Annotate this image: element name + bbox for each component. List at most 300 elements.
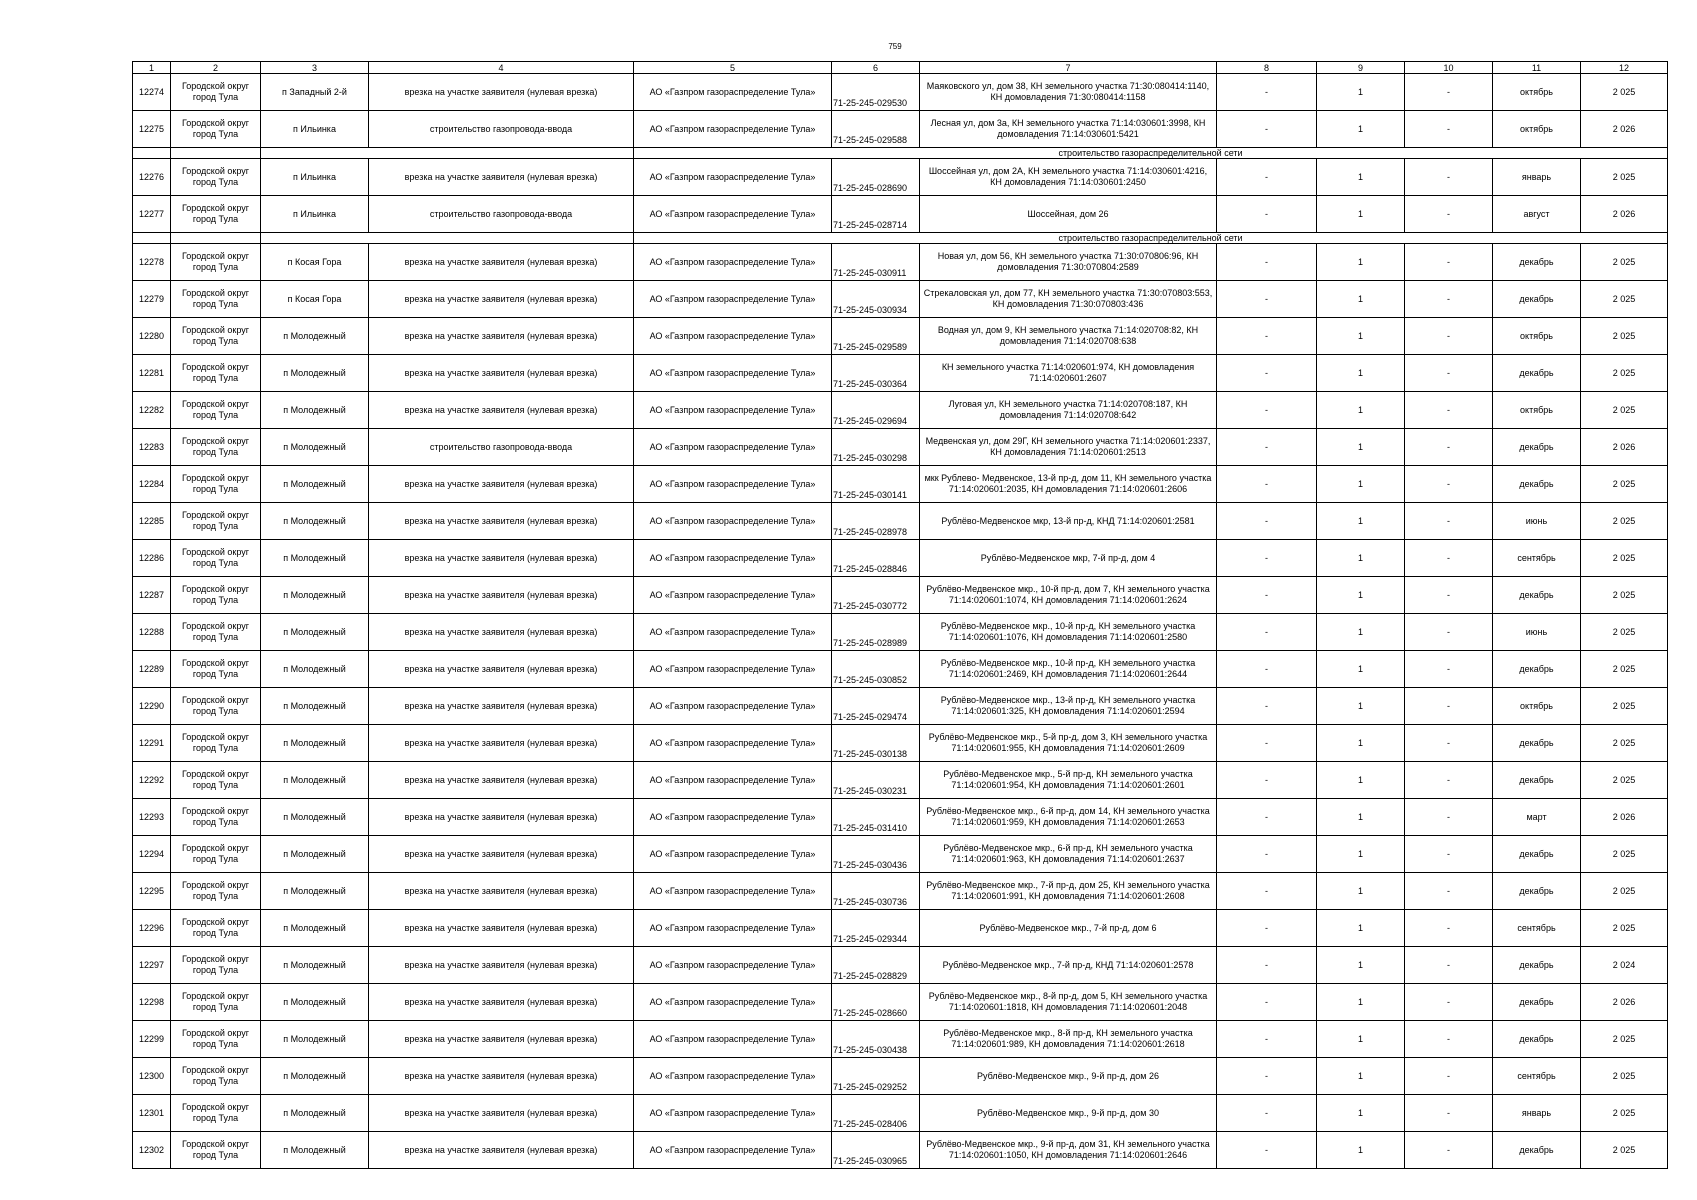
organization-cell: АО «Газпром газораспределение Тула» bbox=[634, 873, 832, 910]
district-cell: Городской округ город Тула bbox=[171, 503, 261, 540]
district-cell: Городской округ город Тула bbox=[171, 1132, 261, 1169]
year-cell: 2 025 bbox=[1581, 1095, 1668, 1132]
col8-cell: - bbox=[1217, 725, 1317, 762]
col8-cell: - bbox=[1217, 1132, 1317, 1169]
col10-cell: - bbox=[1405, 466, 1493, 503]
col10-cell: - bbox=[1405, 762, 1493, 799]
month-cell: сентябрь bbox=[1493, 910, 1581, 947]
settlement-cell: п Молодежный bbox=[261, 688, 369, 725]
month-cell: октябрь bbox=[1493, 318, 1581, 355]
organization-cell: АО «Газпром газораспределение Тула» bbox=[634, 910, 832, 947]
column-header-6: 6 bbox=[832, 62, 920, 74]
row-number-cell: 12275 bbox=[133, 111, 171, 148]
work-type-cell: врезка на участке заявителя (нулевая врезка) bbox=[369, 725, 634, 762]
settlement-cell: п Молодежный bbox=[261, 466, 369, 503]
col8-cell: - bbox=[1217, 1021, 1317, 1058]
month-cell: июнь bbox=[1493, 503, 1581, 540]
col8-cell: - bbox=[1217, 651, 1317, 688]
column-header-3: 3 bbox=[261, 62, 369, 74]
row-number-cell: 12279 bbox=[133, 281, 171, 318]
year-cell: 2 025 bbox=[1581, 466, 1668, 503]
row-number-cell: 12284 bbox=[133, 466, 171, 503]
settlement-cell: п Западный 2-й bbox=[261, 74, 369, 111]
organization-cell: АО «Газпром газораспределение Тула» bbox=[634, 947, 832, 984]
address-cell: Рублёво-Медвенское мкр., 6-й пр-д, дом 14, КН земельного участка 71:14:020601:959, КН домовладения 71:14:020601:2653 bbox=[920, 799, 1217, 836]
quantity-cell: 1 bbox=[1317, 910, 1405, 947]
address-cell: Луговая ул, КН земельного участка 71:14:020708:187, КН домовладения 71:14:020708:642 bbox=[920, 392, 1217, 429]
quantity-cell: 1 bbox=[1317, 196, 1405, 233]
page-number: 759 bbox=[888, 42, 902, 51]
separator-blank-cell bbox=[133, 148, 171, 159]
quantity-cell: 1 bbox=[1317, 281, 1405, 318]
settlement-cell: п Молодежный bbox=[261, 318, 369, 355]
col10-cell: - bbox=[1405, 392, 1493, 429]
table-row bbox=[133, 1132, 1668, 1169]
district-cell: Городской округ город Тула bbox=[171, 1021, 261, 1058]
quantity-cell: 1 bbox=[1317, 614, 1405, 651]
col8-cell: - bbox=[1217, 355, 1317, 392]
month-cell: декабрь bbox=[1493, 244, 1581, 281]
column-header-2: 2 bbox=[171, 62, 261, 74]
quantity-cell: 1 bbox=[1317, 244, 1405, 281]
col8-cell: - bbox=[1217, 429, 1317, 466]
cadastral-code-cell: 71-25-245-030852 bbox=[832, 651, 920, 688]
district-cell: Городской округ город Тула bbox=[171, 429, 261, 466]
quantity-cell: 1 bbox=[1317, 725, 1405, 762]
quantity-cell: 1 bbox=[1317, 74, 1405, 111]
col8-cell: - bbox=[1217, 503, 1317, 540]
settlement-cell: п Молодежный bbox=[261, 540, 369, 577]
organization-cell: АО «Газпром газораспределение Тула» bbox=[634, 355, 832, 392]
cadastral-code-cell: 71-25-245-028978 bbox=[832, 503, 920, 540]
district-cell: Городской округ город Тула bbox=[171, 984, 261, 1021]
address-cell: Рублёво-Медвенское мкр., 13-й пр-д, КН земельного участка 71:14:020601:325, КН домовладения 71:14:020601:2594 bbox=[920, 688, 1217, 725]
address-cell: Рублёво-Медвенское мкр., 9-й пр-д, дом 31, КН земельного участка 71:14:020601:1050, КН домовладения 71:14:020601:2646 bbox=[920, 1132, 1217, 1169]
separator-label: строительство газораспределительной сети bbox=[634, 233, 1668, 244]
work-type-cell: врезка на участке заявителя (нулевая врезка) bbox=[369, 688, 634, 725]
year-cell: 2 025 bbox=[1581, 1132, 1668, 1169]
organization-cell: АО «Газпром газораспределение Тула» bbox=[634, 762, 832, 799]
row-number-cell: 12291 bbox=[133, 725, 171, 762]
col10-cell: - bbox=[1405, 111, 1493, 148]
work-type-cell: врезка на участке заявителя (нулевая врезка) bbox=[369, 1132, 634, 1169]
district-cell: Городской округ город Тула bbox=[171, 74, 261, 111]
row-number-cell: 12289 bbox=[133, 651, 171, 688]
row-number-cell: 12286 bbox=[133, 540, 171, 577]
column-number-header-row bbox=[133, 62, 1668, 74]
district-cell: Городской округ город Тула bbox=[171, 762, 261, 799]
cadastral-code-cell: 71-25-245-028989 bbox=[832, 614, 920, 651]
section-separator-row bbox=[133, 148, 1668, 159]
column-header-5: 5 bbox=[634, 62, 832, 74]
year-cell: 2 025 bbox=[1581, 74, 1668, 111]
year-cell: 2 026 bbox=[1581, 799, 1668, 836]
cadastral-code-cell: 71-25-245-030772 bbox=[832, 577, 920, 614]
month-cell: декабрь bbox=[1493, 1021, 1581, 1058]
month-cell: декабрь bbox=[1493, 836, 1581, 873]
column-header-1: 1 bbox=[133, 62, 171, 74]
quantity-cell: 1 bbox=[1317, 984, 1405, 1021]
month-cell: декабрь bbox=[1493, 429, 1581, 466]
column-header-9: 9 bbox=[1317, 62, 1405, 74]
settlement-cell: п Молодежный bbox=[261, 873, 369, 910]
row-number-cell: 12297 bbox=[133, 947, 171, 984]
col10-cell: - bbox=[1405, 540, 1493, 577]
separator-blank-cell bbox=[171, 233, 261, 244]
year-cell: 2 026 bbox=[1581, 196, 1668, 233]
work-type-cell: врезка на участке заявителя (нулевая врезка) bbox=[369, 873, 634, 910]
col8-cell: - bbox=[1217, 799, 1317, 836]
address-cell: Медвенская ул, дом 29Г, КН земельного участка 71:14:020601:2337, КН домовладения 71:14:020601:2513 bbox=[920, 429, 1217, 466]
cadastral-code-cell: 71-25-245-030934 bbox=[832, 281, 920, 318]
month-cell: июнь bbox=[1493, 614, 1581, 651]
month-cell: декабрь bbox=[1493, 355, 1581, 392]
district-cell: Городской округ город Тула bbox=[171, 355, 261, 392]
table-row bbox=[133, 392, 1668, 429]
address-cell: Водная ул, дом 9, КН земельного участка 71:14:020708:82, КН домовладения 71:14:020708:638 bbox=[920, 318, 1217, 355]
year-cell: 2 025 bbox=[1581, 836, 1668, 873]
organization-cell: АО «Газпром газораспределение Тула» bbox=[634, 392, 832, 429]
district-cell: Городской округ город Тула bbox=[171, 725, 261, 762]
row-number-cell: 12294 bbox=[133, 836, 171, 873]
col8-cell: - bbox=[1217, 836, 1317, 873]
month-cell: декабрь bbox=[1493, 947, 1581, 984]
address-cell: Лесная ул, дом 3а, КН земельного участка 71:14:030601:3998, КН домовладения 71:14:030601:5421 bbox=[920, 111, 1217, 148]
year-cell: 2 025 bbox=[1581, 762, 1668, 799]
settlement-cell: п Молодежный bbox=[261, 503, 369, 540]
col10-cell: - bbox=[1405, 1058, 1493, 1095]
month-cell: декабрь bbox=[1493, 281, 1581, 318]
settlement-cell: п Молодежный bbox=[261, 651, 369, 688]
year-cell: 2 025 bbox=[1581, 540, 1668, 577]
col8-cell: - bbox=[1217, 947, 1317, 984]
year-cell: 2 026 bbox=[1581, 984, 1668, 1021]
year-cell: 2 026 bbox=[1581, 429, 1668, 466]
year-cell: 2 025 bbox=[1581, 355, 1668, 392]
cadastral-code-cell: 71-25-245-029588 bbox=[832, 111, 920, 148]
table-row bbox=[133, 1021, 1668, 1058]
row-number-cell: 12295 bbox=[133, 873, 171, 910]
table-row bbox=[133, 318, 1668, 355]
table-row bbox=[133, 836, 1668, 873]
settlement-cell: п Молодежный bbox=[261, 1058, 369, 1095]
organization-cell: АО «Газпром газораспределение Тула» bbox=[634, 614, 832, 651]
organization-cell: АО «Газпром газораспределение Тула» bbox=[634, 688, 832, 725]
cadastral-code-cell: 71-25-245-030438 bbox=[832, 1021, 920, 1058]
address-cell: Рублёво-Медвенское мкр., 6-й пр-д, КН земельного участка 71:14:020601:963, КН домовладения 71:14:020601:2637 bbox=[920, 836, 1217, 873]
section-separator-row bbox=[133, 233, 1668, 244]
col8-cell: - bbox=[1217, 466, 1317, 503]
settlement-cell: п Косая Гора bbox=[261, 244, 369, 281]
address-cell: Новая ул, дом 56, КН земельного участка 71:30:070806:96, КН домовладения 71:30:070804:2589 bbox=[920, 244, 1217, 281]
col8-cell: - bbox=[1217, 74, 1317, 111]
work-type-cell: врезка на участке заявителя (нулевая врезка) bbox=[369, 651, 634, 688]
work-type-cell: врезка на участке заявителя (нулевая врезка) bbox=[369, 910, 634, 947]
col10-cell: - bbox=[1405, 799, 1493, 836]
col8-cell: - bbox=[1217, 540, 1317, 577]
address-cell: мкк Рублево- Медвенское, 13-й пр-д, дом 11, КН земельного участка 71:14:020601:2035, КН домовладения 71:14:020601:2606 bbox=[920, 466, 1217, 503]
cadastral-code-cell: 71-25-245-029589 bbox=[832, 318, 920, 355]
col10-cell: - bbox=[1405, 910, 1493, 947]
settlement-cell: п Молодежный bbox=[261, 984, 369, 1021]
table-row bbox=[133, 540, 1668, 577]
work-type-cell: врезка на участке заявителя (нулевая врезка) bbox=[369, 281, 634, 318]
district-cell: Городской округ город Тула bbox=[171, 392, 261, 429]
address-cell: Рублёво-Медвенское мкр., 9-й пр-д, дом 26 bbox=[920, 1058, 1217, 1095]
col10-cell: - bbox=[1405, 725, 1493, 762]
settlement-cell: п Молодежный bbox=[261, 1021, 369, 1058]
work-type-cell: врезка на участке заявителя (нулевая врезка) bbox=[369, 799, 634, 836]
quantity-cell: 1 bbox=[1317, 873, 1405, 910]
settlement-cell: п Молодежный bbox=[261, 910, 369, 947]
work-type-cell: врезка на участке заявителя (нулевая врезка) bbox=[369, 836, 634, 873]
cadastral-code-cell: 71-25-245-030965 bbox=[832, 1132, 920, 1169]
year-cell: 2 024 bbox=[1581, 947, 1668, 984]
settlement-cell: п Молодежный bbox=[261, 355, 369, 392]
address-cell: Рублёво-Медвенское мкр., 5-й пр-д, дом 3, КН земельного участка 71:14:020601:955, КН домовладения 71:14:020601:2609 bbox=[920, 725, 1217, 762]
organization-cell: АО «Газпром газораспределение Тула» bbox=[634, 836, 832, 873]
col8-cell: - bbox=[1217, 111, 1317, 148]
row-number-cell: 12274 bbox=[133, 74, 171, 111]
settlement-cell: п Молодежный bbox=[261, 614, 369, 651]
address-cell: Рублёво-Медвенское мкр, 7-й пр-д, дом 4 bbox=[920, 540, 1217, 577]
quantity-cell: 1 bbox=[1317, 392, 1405, 429]
address-cell: Шоссейная ул, дом 2А, КН земельного участка 71:14:030601:4216, КН домовладения 71:14:030601:2450 bbox=[920, 159, 1217, 196]
table-row bbox=[133, 1058, 1668, 1095]
settlement-cell: п Молодежный bbox=[261, 947, 369, 984]
settlement-cell: п Молодежный bbox=[261, 1132, 369, 1169]
year-cell: 2 025 bbox=[1581, 651, 1668, 688]
cadastral-code-cell: 71-25-245-031410 bbox=[832, 799, 920, 836]
work-type-cell: врезка на участке заявителя (нулевая врезка) bbox=[369, 614, 634, 651]
table-row bbox=[133, 947, 1668, 984]
district-cell: Городской округ город Тула bbox=[171, 111, 261, 148]
col10-cell: - bbox=[1405, 1132, 1493, 1169]
district-cell: Городской округ город Тула bbox=[171, 318, 261, 355]
month-cell: октябрь bbox=[1493, 111, 1581, 148]
col10-cell: - bbox=[1405, 614, 1493, 651]
col10-cell: - bbox=[1405, 429, 1493, 466]
district-cell: Городской округ город Тула bbox=[171, 577, 261, 614]
col8-cell: - bbox=[1217, 318, 1317, 355]
work-type-cell: врезка на участке заявителя (нулевая врезка) bbox=[369, 540, 634, 577]
month-cell: октябрь bbox=[1493, 392, 1581, 429]
settlement-cell: п Молодежный bbox=[261, 392, 369, 429]
organization-cell: АО «Газпром газораспределение Тула» bbox=[634, 1132, 832, 1169]
quantity-cell: 1 bbox=[1317, 1132, 1405, 1169]
work-type-cell: врезка на участке заявителя (нулевая врезка) bbox=[369, 1095, 634, 1132]
address-cell: Рублёво-Медвенское мкр., 7-й пр-д, дом 25, КН земельного участка 71:14:020601:991, КН домовладения 71:14:020601:2608 bbox=[920, 873, 1217, 910]
table-row bbox=[133, 577, 1668, 614]
col10-cell: - bbox=[1405, 196, 1493, 233]
settlement-cell: п Молодежный bbox=[261, 1095, 369, 1132]
month-cell: сентябрь bbox=[1493, 540, 1581, 577]
cadastral-code-cell: 71-25-245-028690 bbox=[832, 159, 920, 196]
table-row bbox=[133, 159, 1668, 196]
column-header-10: 10 bbox=[1405, 62, 1493, 74]
district-cell: Городской округ город Тула bbox=[171, 244, 261, 281]
settlement-cell: п Молодежный bbox=[261, 429, 369, 466]
row-number-cell: 12277 bbox=[133, 196, 171, 233]
table-row bbox=[133, 1095, 1668, 1132]
cadastral-code-cell: 71-25-245-030298 bbox=[832, 429, 920, 466]
col8-cell: - bbox=[1217, 1058, 1317, 1095]
month-cell: декабрь bbox=[1493, 1132, 1581, 1169]
year-cell: 2 025 bbox=[1581, 614, 1668, 651]
district-cell: Городской округ город Тула bbox=[171, 466, 261, 503]
row-number-cell: 12276 bbox=[133, 159, 171, 196]
month-cell: август bbox=[1493, 196, 1581, 233]
organization-cell: АО «Газпром газораспределение Тула» bbox=[634, 1058, 832, 1095]
organization-cell: АО «Газпром газораспределение Тула» bbox=[634, 984, 832, 1021]
col10-cell: - bbox=[1405, 836, 1493, 873]
settlement-cell: п Ильинка bbox=[261, 159, 369, 196]
district-cell: Городской округ город Тула bbox=[171, 873, 261, 910]
district-cell: Городской округ город Тула bbox=[171, 651, 261, 688]
address-cell: Стрекаловская ул, дом 77, КН земельного участка 71:30:070803:553, КН домовладения 71:30:070803:436 bbox=[920, 281, 1217, 318]
organization-cell: АО «Газпром газораспределение Тула» bbox=[634, 196, 832, 233]
row-number-cell: 12283 bbox=[133, 429, 171, 466]
settlement-cell: п Молодежный bbox=[261, 762, 369, 799]
address-cell: Рублёво-Медвенское мкр., 8-й пр-д, КН земельного участка 71:14:020601:989, КН домовладения 71:14:020601:2618 bbox=[920, 1021, 1217, 1058]
organization-cell: АО «Газпром газораспределение Тула» bbox=[634, 466, 832, 503]
table-row bbox=[133, 281, 1668, 318]
table-row bbox=[133, 244, 1668, 281]
district-cell: Городской округ город Тула bbox=[171, 1095, 261, 1132]
column-header-11: 11 bbox=[1493, 62, 1581, 74]
row-number-cell: 12292 bbox=[133, 762, 171, 799]
column-header-8: 8 bbox=[1217, 62, 1317, 74]
year-cell: 2 025 bbox=[1581, 318, 1668, 355]
col10-cell: - bbox=[1405, 1095, 1493, 1132]
table-row bbox=[133, 503, 1668, 540]
month-cell: декабрь bbox=[1493, 984, 1581, 1021]
month-cell: январь bbox=[1493, 1095, 1581, 1132]
table-row bbox=[133, 910, 1668, 947]
col8-cell: - bbox=[1217, 984, 1317, 1021]
settlement-cell: п Молодежный bbox=[261, 577, 369, 614]
row-number-cell: 12285 bbox=[133, 503, 171, 540]
month-cell: декабрь bbox=[1493, 651, 1581, 688]
table-row bbox=[133, 74, 1668, 111]
work-type-cell: врезка на участке заявителя (нулевая врезка) bbox=[369, 984, 634, 1021]
work-type-cell: строительство газопровода-ввода bbox=[369, 111, 634, 148]
col8-cell: - bbox=[1217, 196, 1317, 233]
district-cell: Городской округ город Тула bbox=[171, 799, 261, 836]
cadastral-code-cell: 71-25-245-029252 bbox=[832, 1058, 920, 1095]
address-cell: Рублёво-Медвенское мкр., 8-й пр-д, дом 5, КН земельного участка 71:14:020601:1818, КН домовладения 71:14:020601:2048 bbox=[920, 984, 1217, 1021]
work-type-cell: врезка на участке заявителя (нулевая врезка) bbox=[369, 318, 634, 355]
cadastral-code-cell: 71-25-245-029694 bbox=[832, 392, 920, 429]
quantity-cell: 1 bbox=[1317, 466, 1405, 503]
table-row bbox=[133, 725, 1668, 762]
month-cell: январь bbox=[1493, 159, 1581, 196]
col10-cell: - bbox=[1405, 159, 1493, 196]
table-row bbox=[133, 355, 1668, 392]
address-cell: Маяковского ул, дом 38, КН земельного участка 71:30:080414:1140, КН домовладения 71:30:080414:1158 bbox=[920, 74, 1217, 111]
address-cell: Рублёво-Медвенское мкр., 7-й пр-д, КНД 71:14:020601:2578 bbox=[920, 947, 1217, 984]
row-number-cell: 12298 bbox=[133, 984, 171, 1021]
month-cell: декабрь bbox=[1493, 466, 1581, 503]
col8-cell: - bbox=[1217, 159, 1317, 196]
cadastral-code-cell: 71-25-245-030138 bbox=[832, 725, 920, 762]
work-type-cell: врезка на участке заявителя (нулевая врезка) bbox=[369, 1058, 634, 1095]
quantity-cell: 1 bbox=[1317, 947, 1405, 984]
address-cell: Рублёво-Медвенское мкр., 7-й пр-д, дом 6 bbox=[920, 910, 1217, 947]
work-type-cell: врезка на участке заявителя (нулевая врезка) bbox=[369, 577, 634, 614]
district-cell: Городской округ город Тула bbox=[171, 910, 261, 947]
table-row bbox=[133, 762, 1668, 799]
work-type-cell: врезка на участке заявителя (нулевая врезка) bbox=[369, 1021, 634, 1058]
cadastral-code-cell: 71-25-245-028406 bbox=[832, 1095, 920, 1132]
organization-cell: АО «Газпром газораспределение Тула» bbox=[634, 577, 832, 614]
quantity-cell: 1 bbox=[1317, 762, 1405, 799]
cadastral-code-cell: 71-25-245-029530 bbox=[832, 74, 920, 111]
organization-cell: АО «Газпром газораспределение Тула» bbox=[634, 1095, 832, 1132]
col10-cell: - bbox=[1405, 688, 1493, 725]
col8-cell: - bbox=[1217, 614, 1317, 651]
address-cell: КН земельного участка 71:14:020601:974, КН домовладения 71:14:020601:2607 bbox=[920, 355, 1217, 392]
cadastral-code-cell: 71-25-245-030736 bbox=[832, 873, 920, 910]
district-cell: Городской округ город Тула bbox=[171, 196, 261, 233]
table-row bbox=[133, 614, 1668, 651]
organization-cell: АО «Газпром газораспределение Тула» bbox=[634, 281, 832, 318]
row-number-cell: 12281 bbox=[133, 355, 171, 392]
work-type-cell: строительство газопровода-ввода bbox=[369, 429, 634, 466]
district-cell: Городской округ город Тула bbox=[171, 836, 261, 873]
col8-cell: - bbox=[1217, 873, 1317, 910]
district-cell: Городской округ город Тула bbox=[171, 1058, 261, 1095]
district-cell: Городской округ город Тула bbox=[171, 947, 261, 984]
row-number-cell: 12282 bbox=[133, 392, 171, 429]
quantity-cell: 1 bbox=[1317, 318, 1405, 355]
settlement-cell: п Косая Гора bbox=[261, 281, 369, 318]
settlement-cell: п Ильинка bbox=[261, 111, 369, 148]
cadastral-code-cell: 71-25-245-028846 bbox=[832, 540, 920, 577]
organization-cell: АО «Газпром газораспределение Тула» bbox=[634, 651, 832, 688]
year-cell: 2 025 bbox=[1581, 503, 1668, 540]
organization-cell: АО «Газпром газораспределение Тула» bbox=[634, 74, 832, 111]
quantity-cell: 1 bbox=[1317, 688, 1405, 725]
year-cell: 2 025 bbox=[1581, 392, 1668, 429]
work-type-cell: врезка на участке заявителя (нулевая врезка) bbox=[369, 392, 634, 429]
year-cell: 2 025 bbox=[1581, 873, 1668, 910]
work-type-cell: врезка на участке заявителя (нулевая врезка) bbox=[369, 503, 634, 540]
cadastral-code-cell: 71-25-245-030911 bbox=[832, 244, 920, 281]
gas-connection-register-table bbox=[132, 61, 1668, 1169]
table-row bbox=[133, 688, 1668, 725]
col8-cell: - bbox=[1217, 577, 1317, 614]
quantity-cell: 1 bbox=[1317, 429, 1405, 466]
organization-cell: АО «Газпром газораспределение Тула» bbox=[634, 503, 832, 540]
quantity-cell: 1 bbox=[1317, 799, 1405, 836]
settlement-cell: п Молодежный bbox=[261, 725, 369, 762]
table-row bbox=[133, 651, 1668, 688]
year-cell: 2 025 bbox=[1581, 577, 1668, 614]
year-cell: 2 026 bbox=[1581, 111, 1668, 148]
quantity-cell: 1 bbox=[1317, 503, 1405, 540]
separator-blank-cell bbox=[261, 233, 634, 244]
quantity-cell: 1 bbox=[1317, 159, 1405, 196]
district-cell: Городской округ город Тула bbox=[171, 614, 261, 651]
col10-cell: - bbox=[1405, 281, 1493, 318]
work-type-cell: строительство газопровода-ввода bbox=[369, 196, 634, 233]
quantity-cell: 1 bbox=[1317, 1021, 1405, 1058]
col10-cell: - bbox=[1405, 1021, 1493, 1058]
col8-cell: - bbox=[1217, 244, 1317, 281]
col10-cell: - bbox=[1405, 503, 1493, 540]
cadastral-code-cell: 71-25-245-029474 bbox=[832, 688, 920, 725]
